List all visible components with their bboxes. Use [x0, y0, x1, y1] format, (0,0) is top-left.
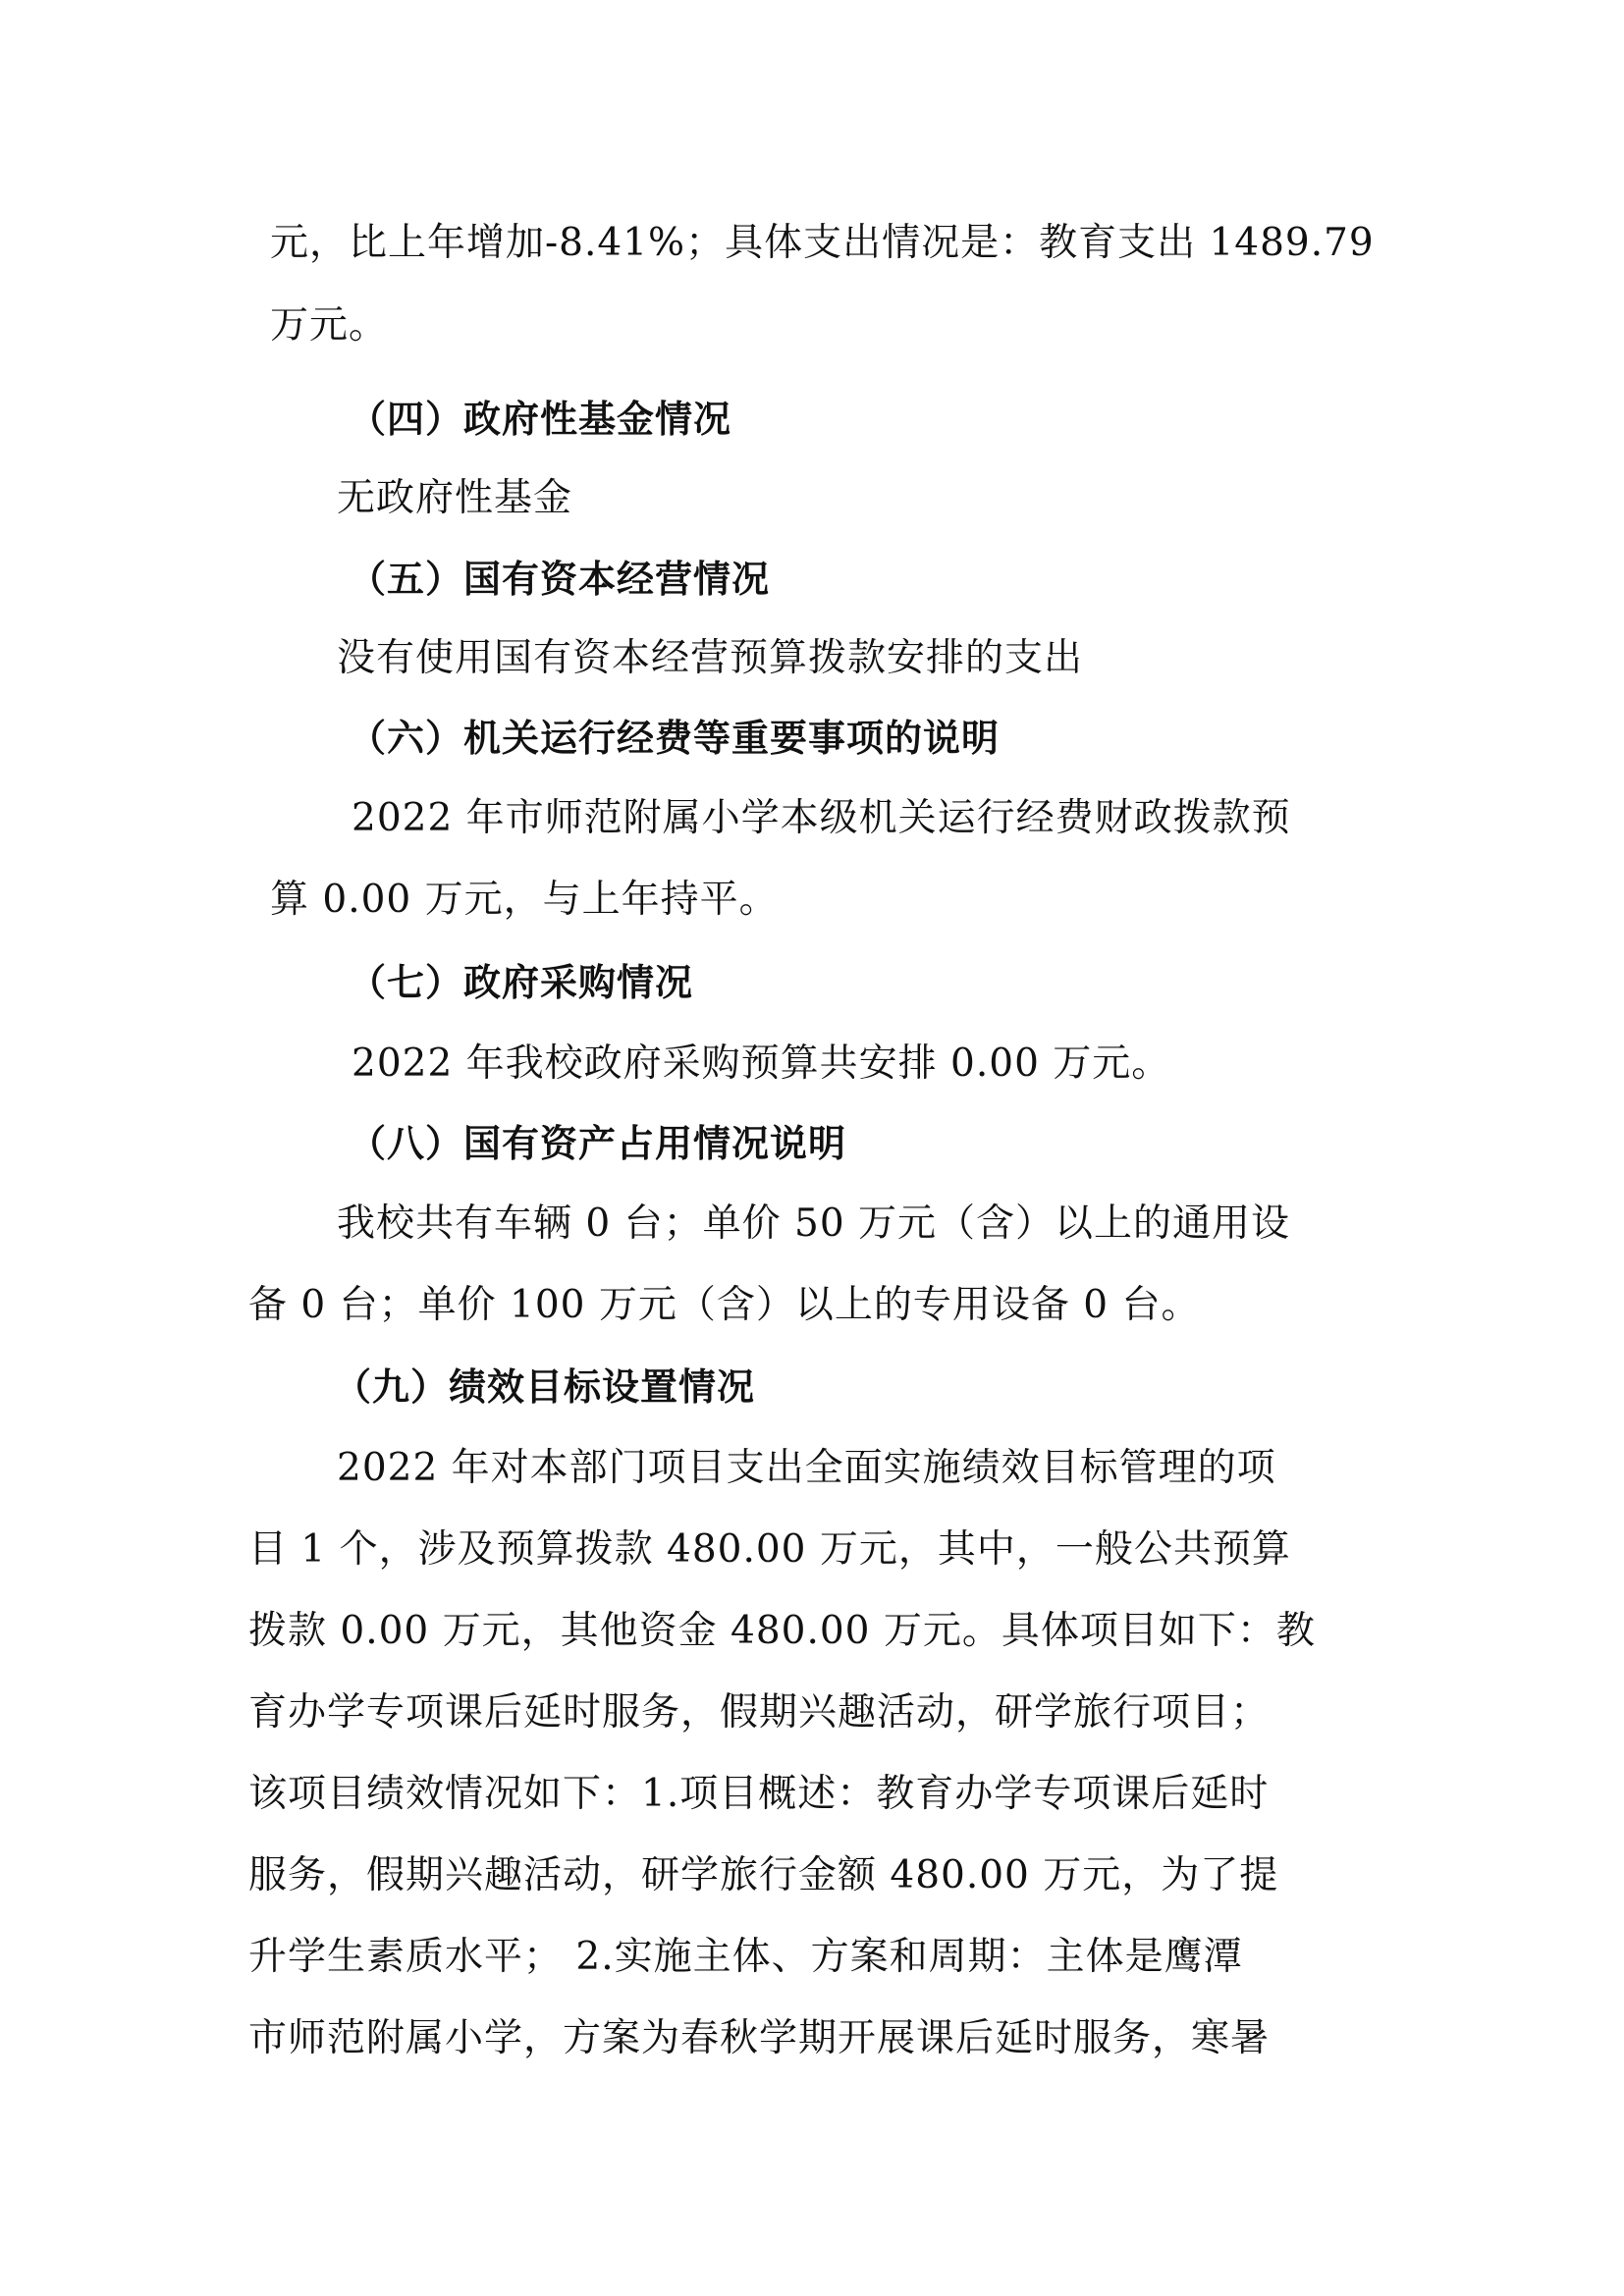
paragraph-line: 无政府性基金	[337, 476, 573, 520]
paragraph-line: 拨款 0.00 万元，其他资金 480.00 万元。具体项目如下：教	[248, 1609, 1316, 1653]
paragraph-line: 万元。	[270, 303, 389, 347]
section-heading-9: （九）绩效目标设置情况	[334, 1365, 756, 1409]
paragraph-line: 服务，假期兴趣活动，研学旅行金额 480.00 万元，为了提	[248, 1853, 1279, 1897]
paragraph-line: 备 0 台；单价 100 万元（含）以上的专用设备 0 台。	[248, 1283, 1201, 1327]
section-heading-7: （七）政府采购情况	[349, 961, 694, 1004]
paragraph-line: 育办学专项课后延时服务，假期兴趣活动，研学旅行项目；	[248, 1690, 1271, 1735]
section-heading-8: （八）国有资产占用情况说明	[349, 1122, 847, 1165]
section-heading-6: （六）机关运行经费等重要事项的说明	[349, 717, 1001, 760]
paragraph-line: 2022 年我校政府采购预算共安排 0.00 万元。	[352, 1041, 1171, 1086]
section-heading-5: （五）国有资本经营情况	[349, 558, 771, 601]
paragraph-line: 市师范附属小学，方案为春秋学期开展课后延时服务，寒暑	[248, 2016, 1271, 2060]
paragraph-line: 算 0.00 万元，与上年持平。	[270, 878, 779, 922]
paragraph-line: 该项目绩效情况如下：1.项目概述：教育办学专项课后延时	[248, 1772, 1270, 1816]
paragraph-line: 目 1 个，涉及预算拨款 480.00 万元，其中，一般公共预算	[248, 1527, 1291, 1572]
paragraph-line: 2022 年对本部门项目支出全面实施绩效目标管理的项	[337, 1446, 1276, 1490]
paragraph-line: 元，比上年增加-8.41%；具体支出情况是：教育支出 1489.79	[270, 221, 1375, 265]
paragraph-line: 升学生素质水平； 2.实施主体、方案和周期：主体是鹰潭	[248, 1935, 1243, 1979]
paragraph-line: 没有使用国有资本经营预算拨款安排的支出	[337, 636, 1084, 680]
paragraph-line: 我校共有车辆 0 台；单价 50 万元（含）以上的通用设	[337, 1201, 1291, 1246]
paragraph-line: 2022 年市师范附属小学本级机关运行经费财政拨款预	[352, 796, 1291, 840]
section-heading-4: （四）政府性基金情况	[349, 398, 732, 441]
